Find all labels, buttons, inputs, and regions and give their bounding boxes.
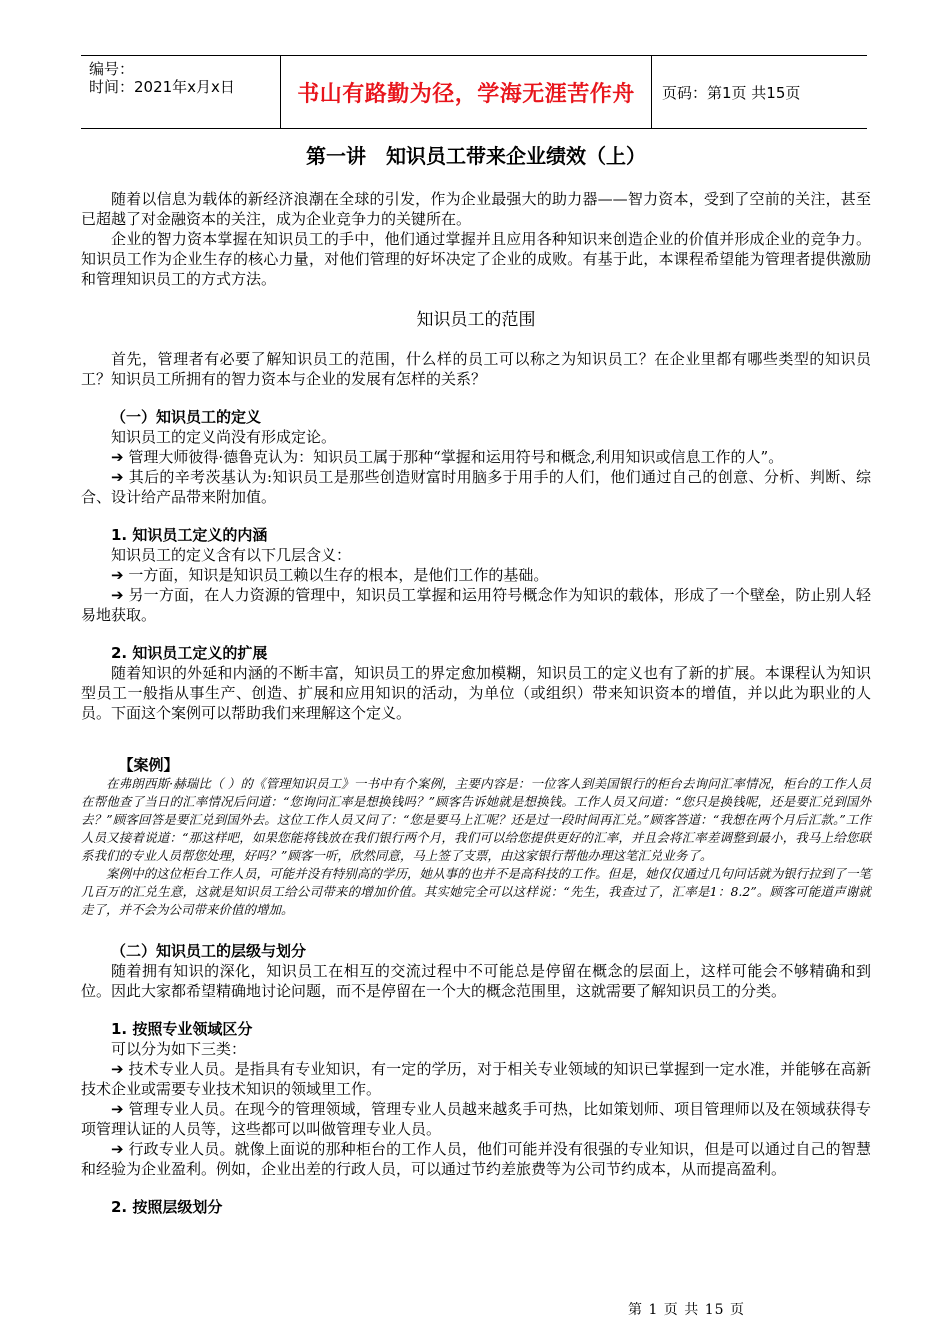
- intro-paragraph-1: 随着以信息为载体的新经济浪潮在全球的引发，作为企业最强大的助力器——智力资本，受到了空前的关注，甚至已超越了对金融资本的关注，成为企业竞争力的关键所在。: [81, 190, 871, 228]
- arrow-icon: ➔: [111, 448, 124, 466]
- case-block: [81, 775, 871, 919]
- arrow-icon: ➔: [111, 1140, 124, 1158]
- bullet-text: 一方面，知识是知识员工赖以生存的根本，是他们工作的基础。: [123, 566, 549, 584]
- intro-paragraph-2: 企业的智力资本掌握在知识员工的手中，他们通过掌握并且应用各种知识来创造企业的价值并形成企业的竞争力。知识员工作为企业生存的核心力量，对他们管理的好坏决定了企业的成败。有基于此，本课程希望能为管理者提供激励和管理知识员工的方式方法。: [81, 230, 871, 288]
- heading-by-level: 2. 按照层级划分: [111, 1198, 223, 1216]
- by-field-bullet-3: [81, 1139, 871, 1179]
- bullet-text: 其后的辛考茨基认为:知识员工是那些创造财富时用脑多于用手的人们，他们通过自己的创意、分析、判断、综合、设计给产品带来附加值。: [81, 468, 871, 506]
- heading-connotation: 1. 知识员工定义的内涵: [111, 526, 268, 544]
- page-title: 第一讲 知识员工带来企业绩效（上）: [306, 144, 646, 168]
- bullet-text: 管理大师彼得·德鲁克认为：知识员工属于那种“掌握和运用符号和概念,利用知识或信息工作的人”。: [123, 448, 784, 466]
- section-heading: 知识员工的范围: [416, 310, 536, 330]
- arrow-icon: ➔: [111, 1100, 124, 1118]
- definition-bullet-1: [81, 447, 871, 467]
- page-header: [81, 55, 867, 129]
- by-field-bullet-1: [81, 1059, 871, 1099]
- bullet-text: 行政专业人员。就像上面说的那种柜台的工作人员，他们可能并没有很强的专业知识，但是可以通过自己的智慧和经验为企业盈利。例如，企业出差的行政人员，可以通过节约差旅费等为公司节约成本，从而提高盈利。: [81, 1140, 871, 1178]
- levels-text: 随着拥有知识的深化，知识员工在相互的交流过程中不可能总是停留在概念的层面上，这样可能会不够精确和到位。因此大家都希望精确地讨论问题，而不是停留在一个大的概念范围里，这就需要了解知识员工的分类。: [81, 962, 871, 1000]
- case-paragraph-1: 在弗朗西斯·赫瑞比（ ）的《管理知识员工》一书中有个案例，主要内容是：一位客人到美国银行的柜台去询问汇率情况，柜台的工作人员在帮他查了当日的汇率情况后问道：“您询问汇率是想换钱吗？”顾客告诉她就是想换钱。工作人员又问道：“您只是换钱呢，还是要汇兑到国外去？”顾客回答是要汇兑到国外去。这位工作人员又问了：“您是要马上汇呢？还是过一段时间再汇兑。”顾客答道：“我想在两个月后汇款。”工作人员又接着说道：“那这样吧，如果您能将钱放在我们银行两个月，我们可以给您提供更好的汇率，并且会将汇率差调整到最小，我马上给您联系我们的专业人员帮您处理，好吗？”顾客一听，欣然同意，马上签了支票，由这家银行帮他办理这笔汇兑业务了。: [81, 776, 871, 863]
- bullet-text: 管理专业人员。在现今的管理领域，管理专业人员越来越炙手可热，比如策划师、项目管理师以及在领域获得专项管理认证的人员等，这些都可以叫做管理专业人员。: [81, 1100, 871, 1138]
- header-meta: [81, 56, 281, 128]
- extension-text: 随着知识的外延和内涵的不断丰富，知识员工的界定愈加模糊，知识员工的定义也有了新的扩展。本课程认为知识型员工一般指从事生产、创造、扩展和应用知识的活动，为单位（或组织）带来知识资本的增值，并以此为职业的人员。下面这个案例可以帮助我们来理解这个定义。: [81, 664, 871, 722]
- case-paragraph-2: 案例中的这位柜台工作人员，可能并没有特别高的学历，她从事的也并不是高科技的工作。但是，她仅仅通过几句问话就为银行拉到了一笔几百万的汇兑生意，这就是知识员工给公司带来的增加价值。其实她完全可以这样说：“先生，我查过了，汇率是1：8.2”。顾客可能道声谢就走了，并不会为公司带来价值的增加。: [81, 866, 871, 917]
- bullet-text: 技术专业人员。是指具有专业知识，有一定的学历，对于相关专业领域的知识已掌握到一定水准，并能够在高新技术企业或需要专业技术知识的领域里工作。: [81, 1060, 871, 1098]
- time-label: 时间：2021年x月x日: [89, 78, 235, 96]
- section-intro: 首先，管理者有必要了解知识员工的范围，什么样的员工可以称之为知识员工？在企业里都有哪些类型的知识员工？知识员工所拥有的智力资本与企业的发展有怎样的关系？: [81, 350, 871, 388]
- definition-bullet-2: [81, 467, 871, 507]
- motto: 书山有路勤为径，学海无涯苦作舟: [281, 56, 652, 128]
- heading-definition: （一）知识员工的定义: [111, 408, 262, 426]
- arrow-icon: ➔: [111, 566, 124, 584]
- connotation-text: 知识员工的定义含有以下几层含义：: [111, 546, 352, 564]
- connotation-bullet-2: [81, 585, 871, 625]
- arrow-icon: ➔: [111, 1060, 124, 1078]
- arrow-icon: ➔: [111, 468, 124, 486]
- page-footer: 第 1 页 共 15 页: [628, 1302, 745, 1318]
- number-label: 编号：: [89, 60, 135, 78]
- by-field-text: 可以分为如下三类：: [111, 1040, 247, 1058]
- definition-text: 知识员工的定义尚没有形成定论。: [111, 428, 337, 446]
- heading-by-field: 1. 按照专业领域区分: [111, 1020, 253, 1038]
- by-field-bullet-2: [81, 1099, 871, 1139]
- heading-extension: 2. 知识员工定义的扩展: [111, 644, 268, 662]
- page-info: 页码：第1页 共15页: [662, 83, 801, 102]
- bullet-text: 另一方面，在人力资源的管理中，知识员工掌握和运用符号概念作为知识的载体，形成了一个壁垒，防止别人轻易地获取。: [81, 586, 871, 624]
- case-label: 【案例】: [118, 756, 179, 774]
- connotation-bullet-1: [81, 565, 871, 585]
- heading-levels: （二）知识员工的层级与划分: [111, 942, 307, 960]
- arrow-icon: ➔: [111, 586, 124, 604]
- document-body: [81, 143, 871, 1217]
